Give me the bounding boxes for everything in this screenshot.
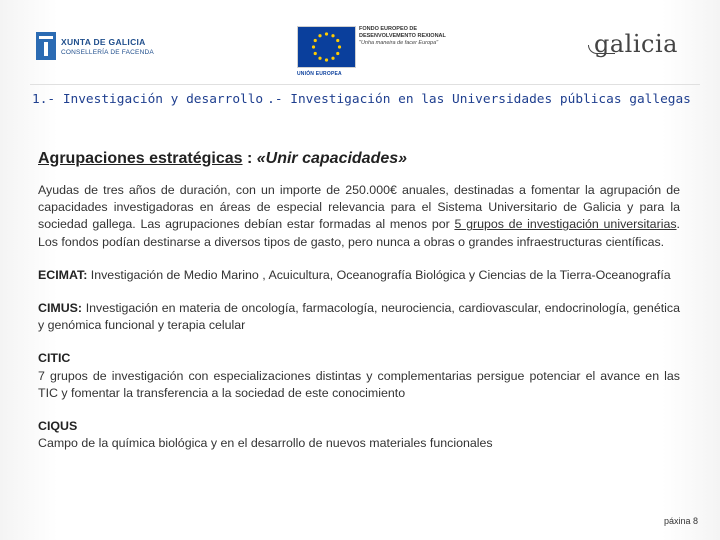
group-description: Investigación de Medio Marino , Acuicultura, Oceanografía Biológica y Ciencias de la Tierra-Oceanografía (87, 267, 671, 282)
eu-fund-line2: DESENVOLVEMENTO REXIONAL (359, 33, 446, 39)
eu-motto: "Unha maneira de facer Europa" (359, 40, 439, 46)
group-description: 7 grupos de investigación con especializaciones distintas y complementarias persigue potenciar el avance en las TIC y fomentar la transferencia a la sociedad de este conocimiento (38, 368, 680, 400)
heading-underlined: Agrupaciones estratégicas (38, 150, 243, 167)
eu-star-icon (318, 57, 321, 60)
eu-star-icon (318, 34, 321, 37)
heading-italic: «Unir capacidades» (256, 150, 408, 167)
main-content (38, 150, 680, 468)
group-name: CIMUS: (38, 301, 83, 316)
eu-star-icon (312, 45, 315, 48)
group-name: CIQUS (38, 419, 78, 434)
xunta-department: CONSELLERÍA DE FACENDA (61, 48, 154, 56)
page-number: páxina 8 (663, 516, 698, 526)
group-description: Investigación en materia de oncología, farmacología, neurociencia, cardiovascular, endocrinología, genética y genómica funcional y terapia celular (38, 301, 680, 333)
section-title-part1: 1.- Investigación y desarrollo (32, 92, 264, 107)
eu-star-icon (314, 52, 317, 55)
xunta-logo (36, 30, 154, 62)
galicia-logo: galicia (594, 30, 678, 58)
group-cimus (38, 300, 680, 334)
eu-caption: UNIÓN EUROPEA (297, 71, 342, 77)
group-name: ECIMAT: (38, 267, 88, 282)
group-citic (38, 350, 680, 402)
group-ciqus (38, 418, 680, 452)
page-heading (38, 150, 680, 168)
group-ecimat (38, 267, 680, 284)
eu-flag-icon (297, 26, 356, 68)
eu-logo (297, 26, 446, 77)
group-description: Campo de la química biológica y en el desarrollo de nuevos materiales funcionales (38, 436, 493, 451)
eu-star-icon (331, 34, 334, 37)
section-title-part2: .- Investigación en las Universidades públicas gallegas (267, 92, 691, 107)
eu-star-icon (325, 58, 328, 61)
groups-link[interactable]: 5 grupos de investigación universitarias (454, 217, 677, 232)
eu-fund-line1: FONDO EUROPEO DE (359, 26, 418, 32)
section-title (32, 92, 691, 107)
eu-star-icon (331, 57, 334, 60)
header-divider (30, 84, 700, 85)
heading-separator: : (242, 150, 257, 167)
eu-star-icon (325, 32, 328, 35)
eu-star-icon (336, 39, 339, 42)
eu-star-icon (336, 52, 339, 55)
group-name: CITIC (38, 351, 71, 366)
xunta-flag-icon (36, 32, 56, 60)
eu-star-icon (314, 39, 317, 42)
eu-star-icon (338, 45, 341, 48)
intro-paragraph: Ayudas de tres años de duración, con un importe de 250.000€ anuales, destinadas a fomentar la agrupación de capacidades investigadoras en áreas de especial relevancia para el Sistema Universitario de Galicia y para la sociedad gallega. Las agrupaciones debían estar formadas al menos por 5 grupos de investigación universitarias. Los fondos podían destinarse a diversos tipos de gasto, pero nunca a obras o grandes infraestructuras científicas. (38, 183, 680, 249)
xunta-name: XUNTA DE GALICIA (61, 36, 146, 47)
